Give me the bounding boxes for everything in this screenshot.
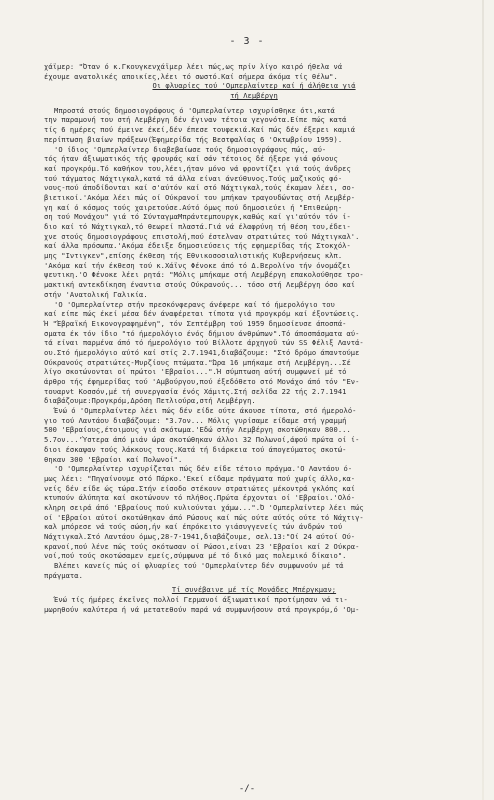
text-line: άρθρο τής έφημερίδας τού 'Αμβούργου,πού έξεδόθετο στό Μονάχο άπό τόν "Εν- <box>44 377 360 386</box>
text-line: Ούκρανούς στρατιώτες-Μυρζίους πτώματα."Ώρα 16 μπήκαμε στή Λεμβέργη...Σέ <box>44 357 351 367</box>
text-line: μης "Ιντιγκεν",επίσης έκθεση τής Εθνικοσοσιαλιστικής Κυβερνήσεως κλπ. <box>44 251 343 261</box>
text-line: Ή "Έβραϊκή Εικονογραφημένη", τόν Σεπτέμβρη τού 1959 δημοσίευσε άποσπά- <box>44 318 347 328</box>
text-line: ψευτικη.'Ο Φένοκε λέει ρητά: "Μόλις μπήκαμε στή Λεμβέργη επακολούθησε τρο- <box>44 270 364 280</box>
text-line: νείς δέν είδε ώς τώρα.Στήν είσοδο στέκουν στρατιώτες μέκοντρά γκλόπς καί <box>44 483 356 493</box>
text-line: 500 'Εβραίους,έτοιμους γιά σκότωμα.'Εδώ στήν Λεμβέργη σκοτώθηκαν 800... <box>44 425 351 435</box>
text-line: κρανοί,πού λένε πώς τούς σκότωσαν οί Ρώσοι,είναι 23 'Εβραίοι καί 2 Ούκρα- <box>44 541 360 551</box>
text-line: Ένώ τίς ήμέρες έκεϊνες πολλοί Γερμανοί άξιωματικοί προτίμησαν νά τι- <box>54 595 348 605</box>
text-line: γιο τού Λαντάου διαβάζουμε: "3.7ον... Μόλις γυρίσαμε είδαμε στή γραμμή <box>44 415 347 425</box>
text-line: ου.Στό ήμερολόγιο αύτό καί στίς 2.7.1941,διαβάζουμε: "Στό δρόμο άπαντούμε <box>44 347 360 357</box>
text-line: τά είναι παρμένα άπό τό ήμερολόγιο τού Βίλλοτε άρχηγοϋ τών SS Φέλιξ Λαντά- <box>44 338 364 348</box>
continuation-mark: -/- <box>238 784 256 794</box>
text-line: κτυπούν άλύπητα καί σκοτώνουν τό πλήθος.Πρώτα έρχονται οί 'Εβραίοι.'Ολό- <box>44 493 356 503</box>
text-line: βιετικοί.'Ακόμα λέει πώς οί Ούκρανοί του μπήκαν τραγουδώντας στή Λεμβέρ- <box>44 192 356 202</box>
text-line: διοι έσκαψαν τούς λάκκους τους.Κατά τή διάρκεια τού άπογεύματος σκοτώ- <box>44 444 347 454</box>
text-line: τός ήταν άξιωματικός τής φρουράς καί σάν τέτοιος δέ ήξερε γιά φόνους <box>44 154 338 164</box>
text-line: 'Ο 'Ομπερλαίντερ ισχυρίζεται πώς δέν είδε τέτοιο πράγμα.'Ο Λαντάου ό- <box>54 464 353 474</box>
text-line: γη καί ό κόσμος τούς χαιρετούσε.Αύτό όμως πού δημοσιεύει ή "Επιθεώρη- <box>44 202 343 212</box>
document-body <box>44 62 464 615</box>
text-line: θηκαν 300 'Εβραίοι καί Πολωνοί". <box>44 454 183 464</box>
text-line: μακτική αντεκδίκηση έναντια στούς Ούκρανούς... τόσο στή Λεμβέργη όσο καί <box>44 280 356 290</box>
text-line: καί προγκρόμ.Τό καθήκον του,λέει,ήταν μόνο νά φροντίζει γιά τούς άνδρες <box>44 163 351 173</box>
text-line: καλ μπόρεσε νά τούς σώση,ήν καί έπρόκειτο γιάσυγγενείς τών άνδρών τού <box>44 522 343 532</box>
text-line: διαβάζουμε:Προγκρόμ,Δρόση Πετλιούρα,στή Λεμβέργη. <box>44 396 256 406</box>
text-line: Μπροστά στούς δημοσιογράφους ό 'Ομπερλαίντερ ισχυρίσθηκε ότι,κατά <box>54 105 335 115</box>
text-line: 'Ο ίδιος 'Ομπερλαίντερ διαβεβαίωσε τούς δημοσιογράφους πώς, αύ- <box>54 144 327 154</box>
text-line: έχουμε ανατολικές αποικίες,λέει τό σωστό.Καί σήμερα άκόμα τίς θέλω". <box>44 71 338 81</box>
text-line: καί άλλα πρόσωπα.'Ακόμα έδειξε δημοσιεύσεις τής εφημερίδας τής Στοκχόλ- <box>44 241 351 251</box>
text-line: ση τού Μονάχου" γιά τό ΣύνταγμαΜπράντεμπουργκ,καθώς καί γι'αύτόν τόν ί- <box>44 212 351 222</box>
text-line: 5.7ον...'Ύστερα άπό μιάν ώρα σκοτώθηκαν άλλοι 32 Πολωνοί,άφού πρώτα οί ί- <box>44 435 360 445</box>
section-heading: Τί συνέβαινε μέ τίς Μονάδες Μπέργκμαν; <box>171 585 337 595</box>
text-line: Βλέπει κανείς πώς οί φλυαρίες τού 'Ομπερλαίντερ δέν συμφωνούν μέ τά <box>54 561 344 571</box>
text-line: τουαρνt Κοσσόν,μέ τή συνεργασία ένός Χάμιτς.Στή σελίδα 22 τής 2.7.1941 <box>44 386 347 396</box>
page-number: - 3 - <box>229 36 265 47</box>
text-line: την παραμονή του στή Λεμβέργη δέν έγιναν τέτοια γεγονότα.Είπε πώς κατά <box>44 115 347 125</box>
scan-edge-shadow <box>482 0 484 800</box>
text-line: Νάχτιγκαλ.Στό Λαντάου όμως,28-7-1941,διαβάζουμε, σελ.13:"Οί 24 αύτοί Ού- <box>44 532 356 541</box>
text-line: 'Ο 'Ομπερλαίντερ στήν πρεσκόνφερανς άνέφερε καί τό ήμερολόγιο του <box>54 299 335 309</box>
text-line: καί είπε πώς έκεί μέσα δέν άναφέρεται τίποτα γιά προγκρόμ καί έξοντώσεις. <box>44 309 360 319</box>
text-line: μωρηθούν καλύτερα ή νά μετατεθούν παρά νά συμφωνήσουν στά προγκρόμ,ό 'Ομ- <box>44 604 360 614</box>
text-line: τού τάγματος Νάχτιγκαλ,κατά τά άλλα είναι άνεύθυνος.Τούς μαζικούς φό- <box>44 173 343 183</box>
text-line: 'Ακόμα καί τήν έκθεση τού κ.Χάϊνς Φένοκε άπό τό Δ.Βερολίνο τήν όνομάζει <box>44 260 351 270</box>
section-heading: Οι φλυαρίες τού 'Ομπερλαίντερ καί ή άλήθεια γιά <box>152 81 356 91</box>
text-line: χνε στούς δημοσιογράφους επιστολή,πού έστελναν στρατιώτες τού Νάχτιγκαλ'. <box>44 231 360 241</box>
text-line: οί 'Εβραίοι αύτοί σκοτώθηκαν άπό Ρώσους καί πώς ούτε αύτός ούτε τό Νάχτιγ- <box>44 512 364 522</box>
text-line: λίγο σκοτώνονται οί πρώτοι 'Εβραίοι...".Ή σύμπτωση αύτή συμφωνεί μέ τό <box>44 367 347 377</box>
text-line: πράγματα. <box>44 570 83 580</box>
text-line: μως λέει: "Πηγαίνουμε στό Πάρκο.'Εκεί είδαμε πράγματα πού χωρίς άλλο,κα- <box>44 473 356 483</box>
text-line: διο καί τό Νάχτιγκαλ,τό θεωρεί πλαστά.Γιά νά έλαφρύνη τή θέση του,έδει- <box>44 222 351 231</box>
text-line: νοί,πού τούς σκοτώσαμεν εμείς,σύμφωνα μέ τό δικό μας πολεμικό δίκαιο". <box>44 551 347 561</box>
text-line: περίπτωση βιαίων πράξεων(Έφημερίδα τής Βεστφαλίας 6 'Οκτωβρίου 1959). <box>44 134 343 144</box>
text-line: σματα έκ τόν ίδιο "τό ήμερολόγιο ένός δήμιου άνθρώπων".Τό άποσπάσματα αύ- <box>44 328 360 338</box>
text-line: χάϊμερ: "Όταν ό κ.Γκουγκενχάϊμερ λέει πώς,ως πρίν λίγο καιρό ήθελα νά <box>44 62 343 71</box>
section-heading: τή Λεμβέργη <box>230 91 278 101</box>
text-line: κληρη σειρά άπό 'Εβραίους πού κυλιούνται χάμω...".Ό 'Ομπερλαίντερ λέει πώς <box>44 502 364 512</box>
text-line: τίς 6 ημέρες πού έμεινε έκεί,δέν έπεσε τουφεκιά.Καί πώς δέν έξερει καμιά <box>44 125 356 135</box>
text-line: Ένώ ό 'Ομπερλαίντερ λέει πώς δέν είδε ούτε άκουσε τίποτα, στό ήμερολό- <box>54 406 357 416</box>
text-line: στήν 'Ανατολική Γαλικία. <box>44 289 148 299</box>
text-line: νους-πού άποδίδονται καί σ'αύτόν καί στό Νάχτιγκαλ,τούς έκαμαν λέει, σο- <box>44 183 356 193</box>
